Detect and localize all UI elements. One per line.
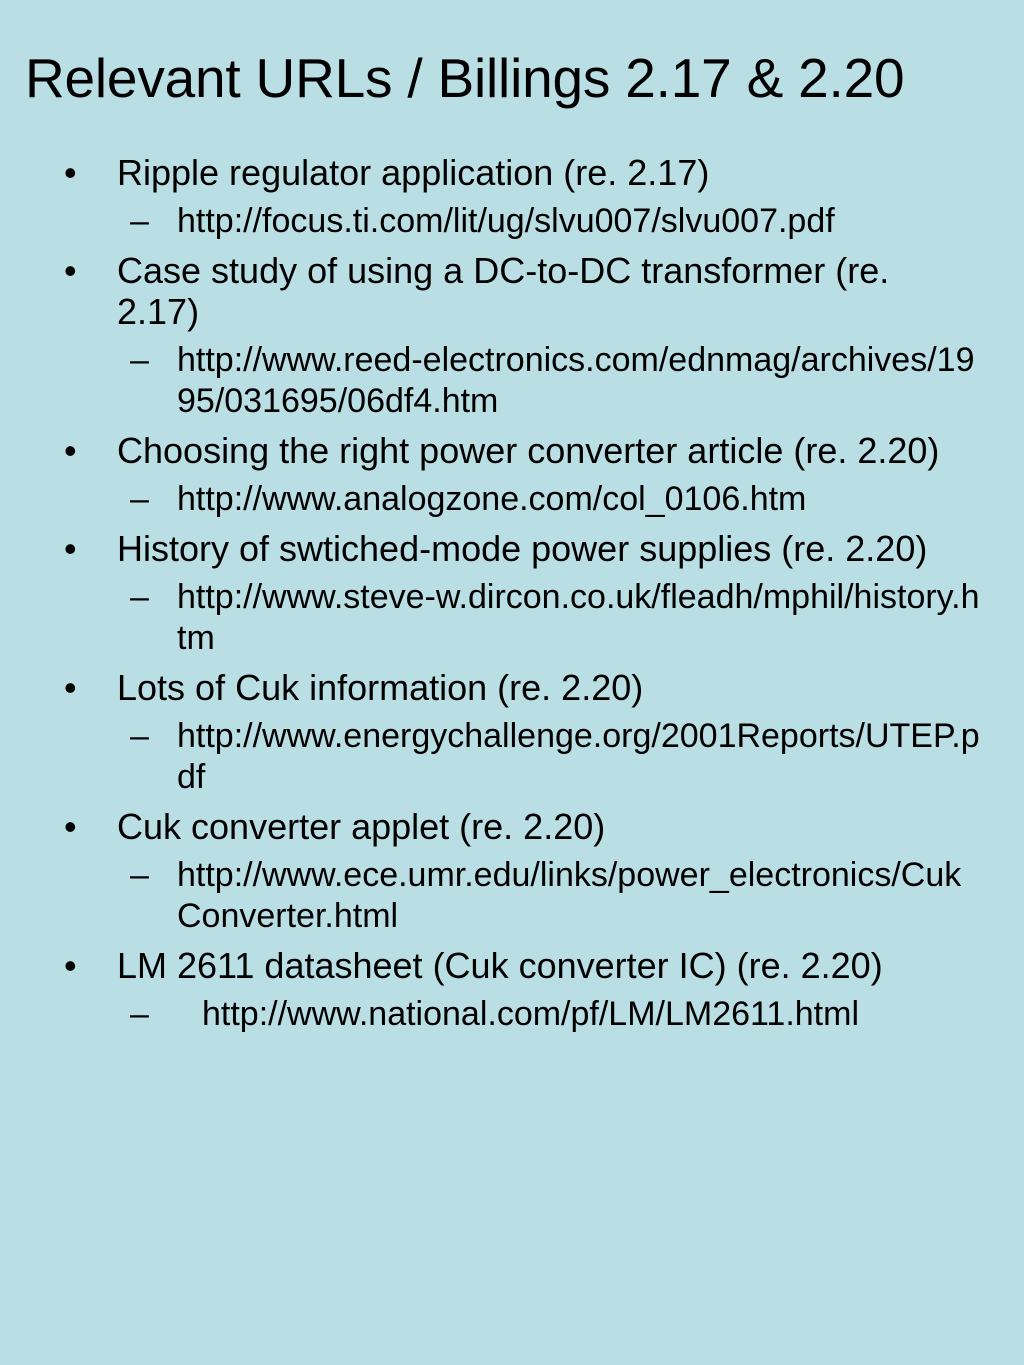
dash-icon: – <box>130 856 149 894</box>
bullet-icon: • <box>64 430 77 471</box>
dash-icon: – <box>130 995 149 1033</box>
url-link[interactable] <box>0 577 1024 659</box>
bullet-icon: • <box>64 806 77 847</box>
url-link[interactable] <box>0 340 1024 422</box>
item-label: Choosing the right power converter article (re. 2.20) <box>117 430 940 471</box>
list-item <box>0 945 1024 986</box>
dash-icon: – <box>130 717 149 755</box>
item-label: Case study of using a DC-to-DC transformer (re. 2.17) <box>117 250 890 332</box>
url-text[interactable]: http://www.reed-electronics.com/ednmag/archives/1995/031695/06df4.htm <box>177 341 975 420</box>
url-text[interactable]: http://www.national.com/pf/LM/LM2611.html <box>202 995 860 1033</box>
item-label: LM 2611 datasheet (Cuk converter IC) (re. 2.20) <box>117 945 883 986</box>
item-label: History of swtiched-mode power supplies (re. 2.20) <box>117 528 928 569</box>
bullet-icon: • <box>64 250 77 291</box>
url-link[interactable] <box>0 201 1024 242</box>
dash-icon: – <box>130 202 149 240</box>
url-text[interactable]: http://www.steve-w.dircon.co.uk/fleadh/mphil/history.htm <box>177 578 980 657</box>
bullet-icon: • <box>64 667 77 708</box>
url-text[interactable]: http://focus.ti.com/lit/ug/slvu007/slvu007.pdf <box>177 202 835 240</box>
url-link[interactable] <box>0 855 1024 937</box>
dash-icon: – <box>130 578 149 616</box>
dash-icon: – <box>130 341 149 379</box>
list-item <box>0 430 1024 471</box>
list-item <box>0 152 1024 193</box>
url-text[interactable]: http://www.energychallenge.org/2001Reports/UTEP.pdf <box>177 717 980 796</box>
item-label: Ripple regulator application (re. 2.17) <box>117 152 710 193</box>
slide-title: Relevant URLs / Billings 2.17 & 2.20 <box>25 47 905 109</box>
url-link[interactable] <box>0 994 1024 1035</box>
url-link[interactable] <box>0 716 1024 798</box>
url-text[interactable]: http://www.ece.umr.edu/links/power_electronics/CukConverter.html <box>177 856 962 935</box>
list-item <box>0 806 1024 847</box>
item-label: Lots of Cuk information (re. 2.20) <box>117 667 644 708</box>
bullet-icon: • <box>64 528 77 569</box>
url-list <box>0 152 1024 1043</box>
url-link[interactable] <box>0 479 1024 520</box>
list-item <box>0 667 1024 708</box>
list-item <box>0 528 1024 569</box>
bullet-icon: • <box>64 945 77 986</box>
list-item <box>0 250 1024 332</box>
bullet-icon: • <box>64 152 77 193</box>
url-text[interactable]: http://www.analogzone.com/col_0106.htm <box>177 480 807 518</box>
dash-icon: – <box>130 480 149 518</box>
item-label: Cuk converter applet (re. 2.20) <box>117 806 606 847</box>
